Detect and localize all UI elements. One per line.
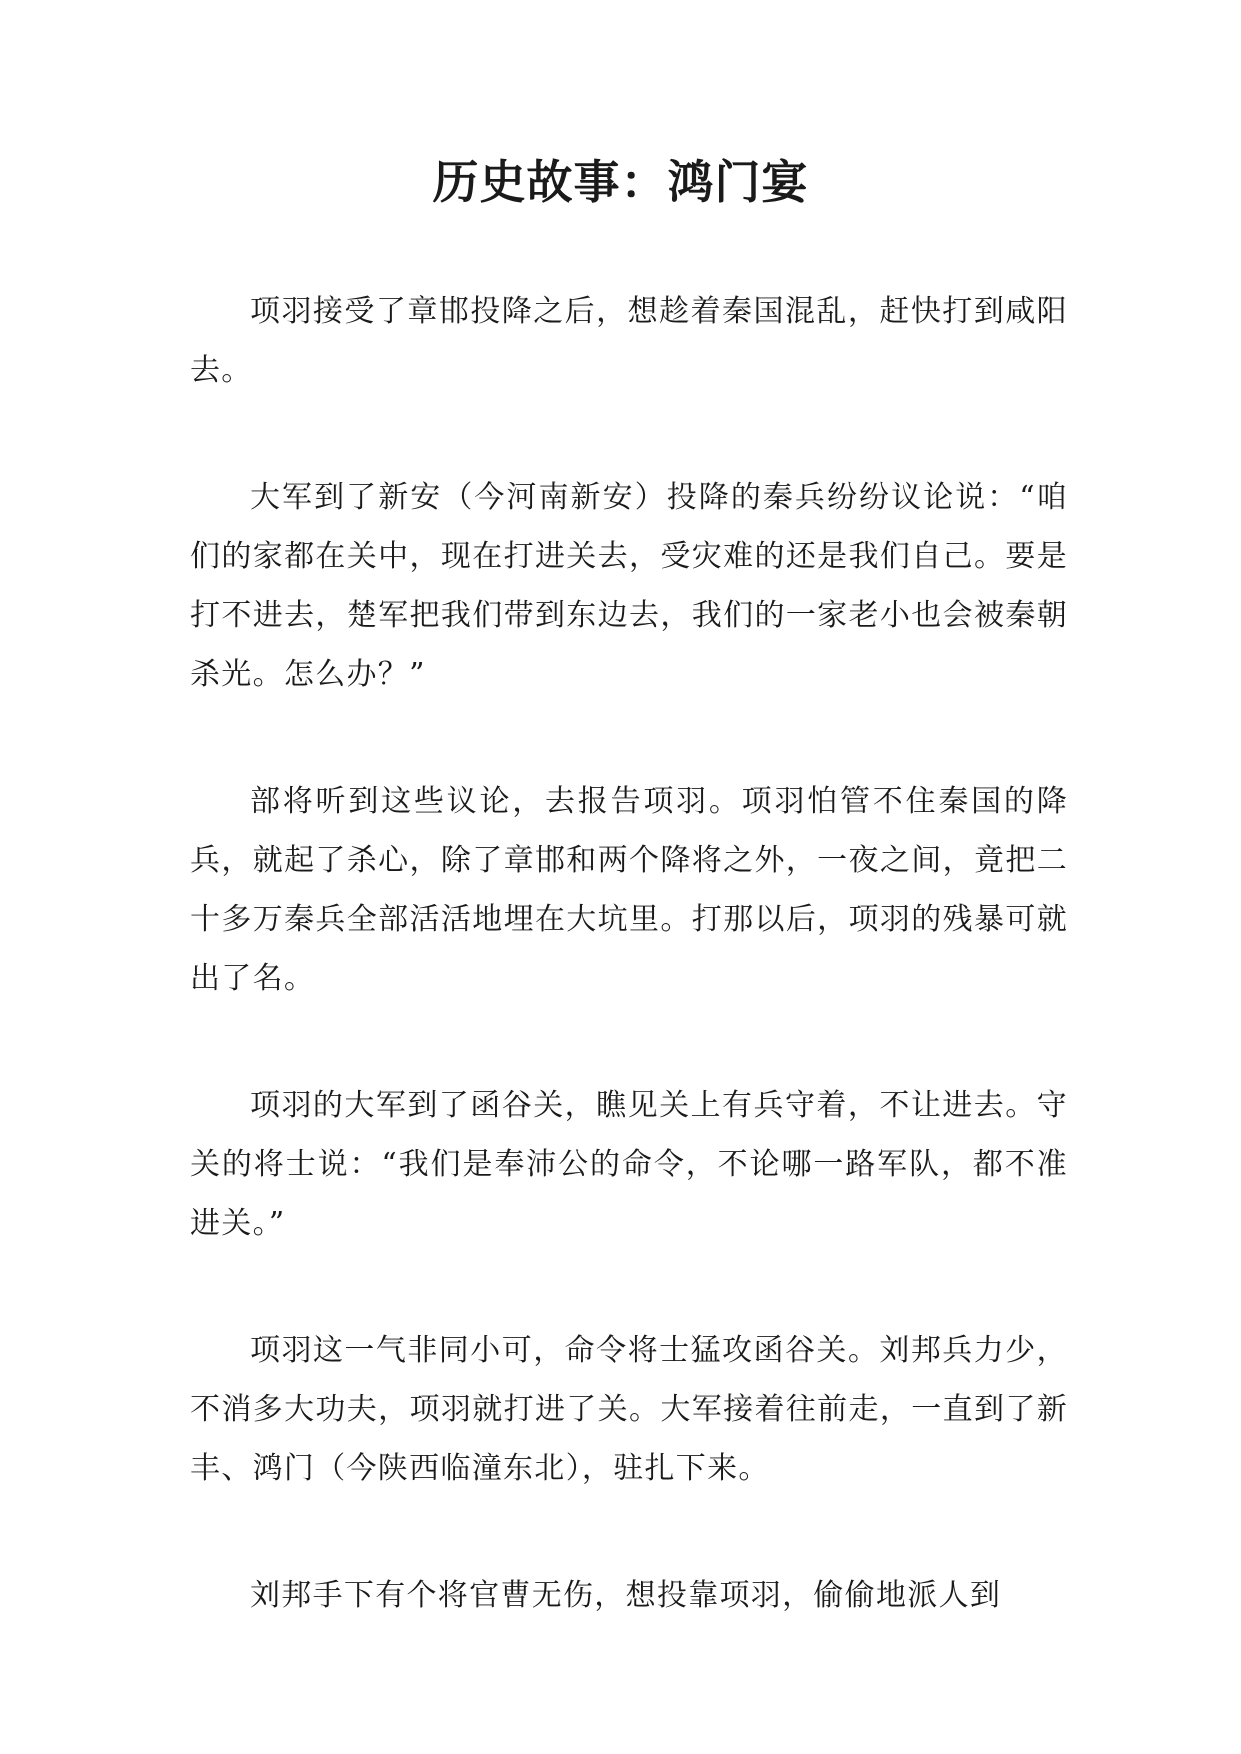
paragraph-4: 项羽的大军到了函谷关，瞧见关上有兵守着，不让进去。守关的将士说：“我们是奉沛公的命令，不论哪一路军队，都不准进关。” [190, 1088, 1068, 1241]
paragraph-1: 项羽接受了章邯投降之后，想趁着秦国混乱，赶快打到咸阳去。 [190, 294, 1068, 388]
document-title: 历史故事：鸿门宴 [432, 155, 809, 209]
paragraph-6: 刘邦手下有个将官曹无伤，想投靠项羽，偷偷地派人到 [250, 1578, 1002, 1613]
paragraph-3: 部将听到这些议论，去报告项羽。项羽怕管不住秦国的降兵，就起了杀心，除了章邯和两个降将之外，一夜之间，竟把二十多万秦兵全部活活地埋在大坑里。打那以后，项羽的残暴可就出了名。 [190, 784, 1068, 996]
document-body [190, 282, 1068, 1693]
paragraph-2: 大军到了新安（今河南新安）投降的秦兵纷纷议论说：“咱们的家都在关中，现在打进关去，受灾难的还是我们自己。要是打不进去，楚军把我们带到东边去，我们的一家老小也会被秦朝杀光。怎么办？” [190, 480, 1068, 692]
paragraph-5: 项羽这一气非同小可，命令将士猛攻函谷关。刘邦兵力少，不消多大功夫，项羽就打进了关。大军接着往前走，一直到了新丰、鸿门（今陕西临潼东北），驻扎下来。 [190, 1333, 1068, 1486]
